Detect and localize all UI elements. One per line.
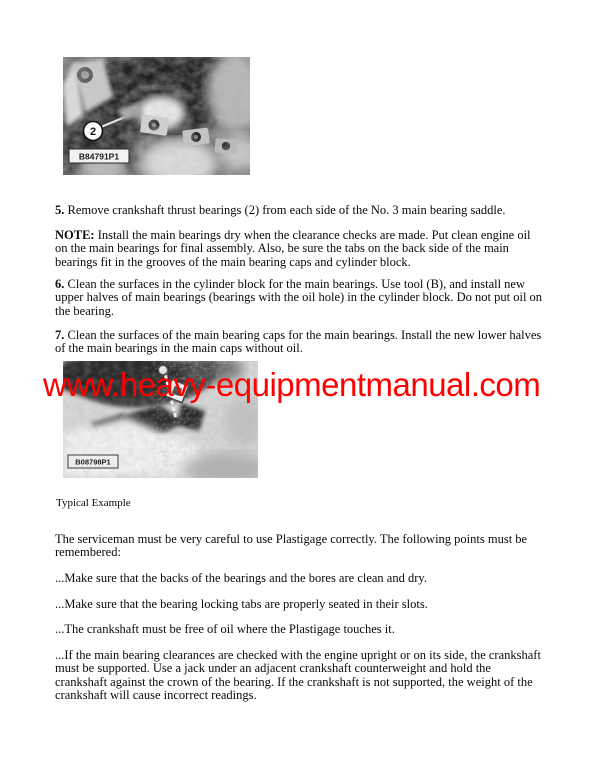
step-6-number: 6.	[55, 276, 65, 291]
plastigage-point-3: ...The crankshaft must be free of oil where the Plastigage touches it.	[55, 621, 395, 636]
step-7-number: 7.	[55, 327, 65, 342]
figure2-id-label: B08798P1	[75, 457, 111, 467]
step-7-text: Clean the surfaces of the main bearing caps for the main bearings. Install the new lower halves of the main bearings in the main caps without oil.	[55, 327, 542, 356]
step-6-text: Clean the surfaces in the cylinder block for the main bearings. Use tool (B), and install new upper halves of main bearings (bearings with the oil hole) in the cylinder block. Do not put oil on the bearing.	[55, 276, 543, 318]
figure2-id-plate	[68, 455, 118, 468]
plastigage-point-2: ...Make sure that the bearing locking tabs are properly seated in their slots.	[55, 596, 428, 611]
step-6-paragraph	[55, 278, 546, 319]
watermark-url-text: www.heavy-equipmentmanual.com	[43, 366, 541, 403]
note-label: NOTE:	[55, 227, 95, 242]
step-5-text: Remove crankshaft thrust bearings (2) from each side of the No. 3 main bearing saddle.	[64, 202, 506, 217]
note-text: Install the main bearings dry when the clearance checks are made. Put clean engine oil on the main bearings for final assembly. Also, be sure the tabs on the back side of the main bearings fit in the grooves of the main bearing caps and cylinder block.	[55, 227, 531, 269]
callout-2-marker	[84, 122, 103, 141]
plastigage-point-4: ...If the main bearing clearances are checked with the engine upright or on its side, the crankshaft must be supported. Use a jack under an adjacent crankshaft counterweight and hold the crankshaft against the crown of the bearing. If the crankshaft is not supported, the weight of the crankshaft will cause incorrect readings.	[55, 647, 541, 703]
figure1-id-plate	[69, 149, 129, 163]
figure2-caption: Typical Example	[56, 497, 131, 509]
step-5-number: 5.	[55, 202, 65, 217]
callout-2-text: 2	[89, 126, 97, 139]
plastigage-intro-paragraph: The serviceman must be very careful to use Plastigage correctly. The following points must be remembered:	[55, 531, 528, 560]
note-paragraph	[55, 229, 546, 270]
figure1-id-label: B84791P1	[78, 151, 120, 162]
plastigage-point-1: ...Make sure that the backs of the bearings and the bores are clean and dry.	[55, 570, 427, 585]
thrust-bearing-photo-illustration	[63, 57, 250, 175]
step-5-paragraph	[55, 204, 546, 218]
figure-thrust-bearing-photo	[63, 57, 250, 175]
step-7-paragraph	[55, 329, 546, 356]
